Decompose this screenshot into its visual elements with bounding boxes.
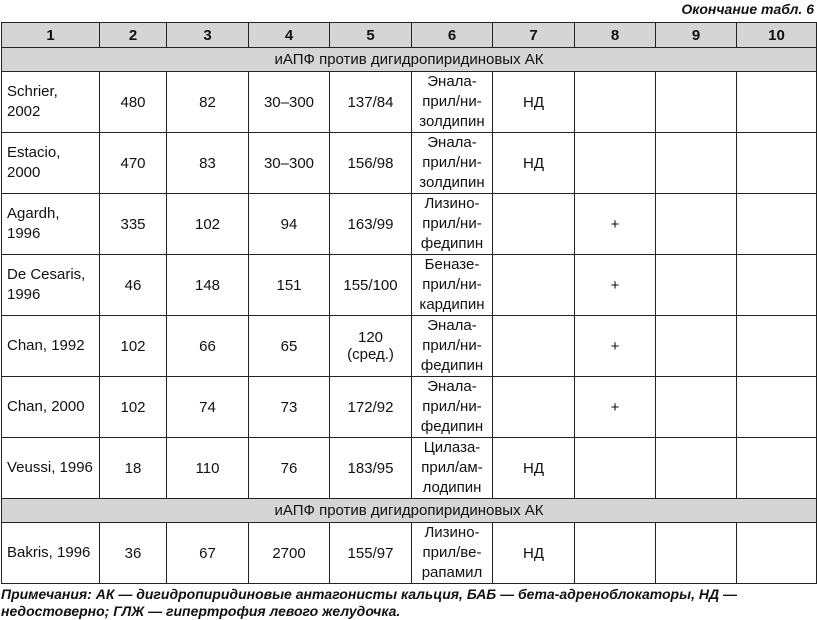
table-row — [2, 316, 817, 377]
table-cell-col10 — [737, 72, 817, 133]
table-cell-col2: 335 — [100, 194, 167, 255]
column-header-4: 4 — [249, 23, 330, 48]
table-row — [2, 255, 817, 316]
column-header-9: 9 — [656, 23, 737, 48]
table-cell-col10 — [737, 194, 817, 255]
column-header-10: 10 — [737, 23, 817, 48]
table-cell-col7 — [493, 194, 575, 255]
table-cell-col9 — [656, 316, 737, 377]
table-cell-col7: НД — [493, 438, 575, 499]
table-row — [2, 438, 817, 499]
table-cell-col4: 30–300 — [249, 133, 330, 194]
table-cell-col7: НД — [493, 523, 575, 584]
table-cell-col3: 66 — [167, 316, 249, 377]
table-cell-col8: + — [575, 255, 656, 316]
table-cell-col6: Лизино- прил/ве- рапамил — [412, 523, 493, 584]
table-cell-col3: 102 — [167, 194, 249, 255]
data-table — [1, 22, 817, 584]
table-caption: Окончание табл. 6 — [681, 1, 814, 17]
table-cell-col6: Лизино- прил/ни- федипин — [412, 194, 493, 255]
table-row — [2, 133, 817, 194]
table-cell-col2: 470 — [100, 133, 167, 194]
table-cell-col3: 110 — [167, 438, 249, 499]
table-cell-col6: Энала- прил/ни- золдипин — [412, 133, 493, 194]
table-cell-col1: Chan, 2000 — [2, 377, 100, 438]
table-cell-col3: 82 — [167, 72, 249, 133]
table-cell-col9 — [656, 194, 737, 255]
table-cell-col2: 480 — [100, 72, 167, 133]
table-cell-col7 — [493, 316, 575, 377]
table-cell-col3: 83 — [167, 133, 249, 194]
section-row — [2, 499, 817, 523]
table-cell-col2: 46 — [100, 255, 167, 316]
section-title: иАПФ против дигидропиридиновых АК — [2, 499, 817, 523]
table-cell-col5: 156/98 — [330, 133, 412, 194]
table-cell-col10 — [737, 438, 817, 499]
table-cell-col1: Schrier, 2002 — [2, 72, 100, 133]
table-cell-col8: + — [575, 316, 656, 377]
table-cell-col3: 74 — [167, 377, 249, 438]
column-header-2: 2 — [100, 23, 167, 48]
table-cell-col10 — [737, 523, 817, 584]
table-cell-col5: 137/84 — [330, 72, 412, 133]
table-cell-col5: 183/95 — [330, 438, 412, 499]
section-title: иАПФ против дигидропиридиновых АК — [2, 48, 817, 72]
table-cell-col5: 155/97 — [330, 523, 412, 584]
table-cell-col9 — [656, 255, 737, 316]
table-cell-col4: 65 — [249, 316, 330, 377]
table-cell-col1: Chan, 1992 — [2, 316, 100, 377]
table-cell-col9 — [656, 523, 737, 584]
table-cell-col9 — [656, 438, 737, 499]
table-cell-col6: Беназе- прил/ни- кардипин — [412, 255, 493, 316]
column-header-6: 6 — [412, 23, 493, 48]
table-row — [2, 72, 817, 133]
table-cell-col7 — [493, 377, 575, 438]
table-cell-col4: 30–300 — [249, 72, 330, 133]
table-cell-col8 — [575, 72, 656, 133]
column-header-3: 3 — [167, 23, 249, 48]
table-cell-col1: Agardh, 1996 — [2, 194, 100, 255]
table-cell-col1: Bakris, 1996 — [2, 523, 100, 584]
table-cell-col3: 148 — [167, 255, 249, 316]
table-cell-col5: 120 (сред.) — [330, 316, 412, 377]
table-row — [2, 194, 817, 255]
table-cell-col6: Цилаза- прил/ам- лодипин — [412, 438, 493, 499]
table-cell-col10 — [737, 255, 817, 316]
table-cell-col8 — [575, 523, 656, 584]
table-cell-col9 — [656, 133, 737, 194]
table-cell-col4: 73 — [249, 377, 330, 438]
table-notes: Примечания: АК — дигидропиридиновые антагонисты кальция, БАБ — бета-адреноблокаторы, НД — недостоверно; ГЛЖ — гипертрофия левого желудочка. — [1, 586, 737, 619]
table-cell-col7 — [493, 255, 575, 316]
table-cell-col9 — [656, 72, 737, 133]
table-row — [2, 377, 817, 438]
column-header-8: 8 — [575, 23, 656, 48]
table-cell-col5: 155/100 — [330, 255, 412, 316]
table-cell-col4: 151 — [249, 255, 330, 316]
table-cell-col5: 163/99 — [330, 194, 412, 255]
table-cell-col2: 36 — [100, 523, 167, 584]
table-cell-col2: 18 — [100, 438, 167, 499]
table-cell-col4: 94 — [249, 194, 330, 255]
table-cell-col6: Энала- прил/ни- золдипин — [412, 72, 493, 133]
table-cell-col9 — [656, 377, 737, 438]
table-cell-col8: + — [575, 377, 656, 438]
table-cell-col1: Estacio, 2000 — [2, 133, 100, 194]
column-header-7: 7 — [493, 23, 575, 48]
section-row — [2, 48, 817, 72]
column-header-1: 1 — [2, 23, 100, 48]
table-cell-col8 — [575, 133, 656, 194]
table-cell-col7: НД — [493, 133, 575, 194]
table-cell-col2: 102 — [100, 316, 167, 377]
table-cell-col5: 172/92 — [330, 377, 412, 438]
table-cell-col1: De Cesaris, 1996 — [2, 255, 100, 316]
table-cell-col10 — [737, 316, 817, 377]
table-cell-col10 — [737, 133, 817, 194]
table-cell-col6: Энала- прил/ни- федипин — [412, 377, 493, 438]
table-cell-col8: + — [575, 194, 656, 255]
table-cell-col6: Энала- прил/ни- федипин — [412, 316, 493, 377]
table-row — [2, 523, 817, 584]
table-cell-col7: НД — [493, 72, 575, 133]
header-row — [2, 23, 817, 48]
column-header-5: 5 — [330, 23, 412, 48]
table-cell-col4: 2700 — [249, 523, 330, 584]
table-body — [2, 48, 817, 584]
table-cell-col8 — [575, 438, 656, 499]
table-cell-col10 — [737, 377, 817, 438]
table-cell-col2: 102 — [100, 377, 167, 438]
table-cell-col3: 67 — [167, 523, 249, 584]
table-cell-col4: 76 — [249, 438, 330, 499]
table-cell-col1: Veussi, 1996 — [2, 438, 100, 499]
